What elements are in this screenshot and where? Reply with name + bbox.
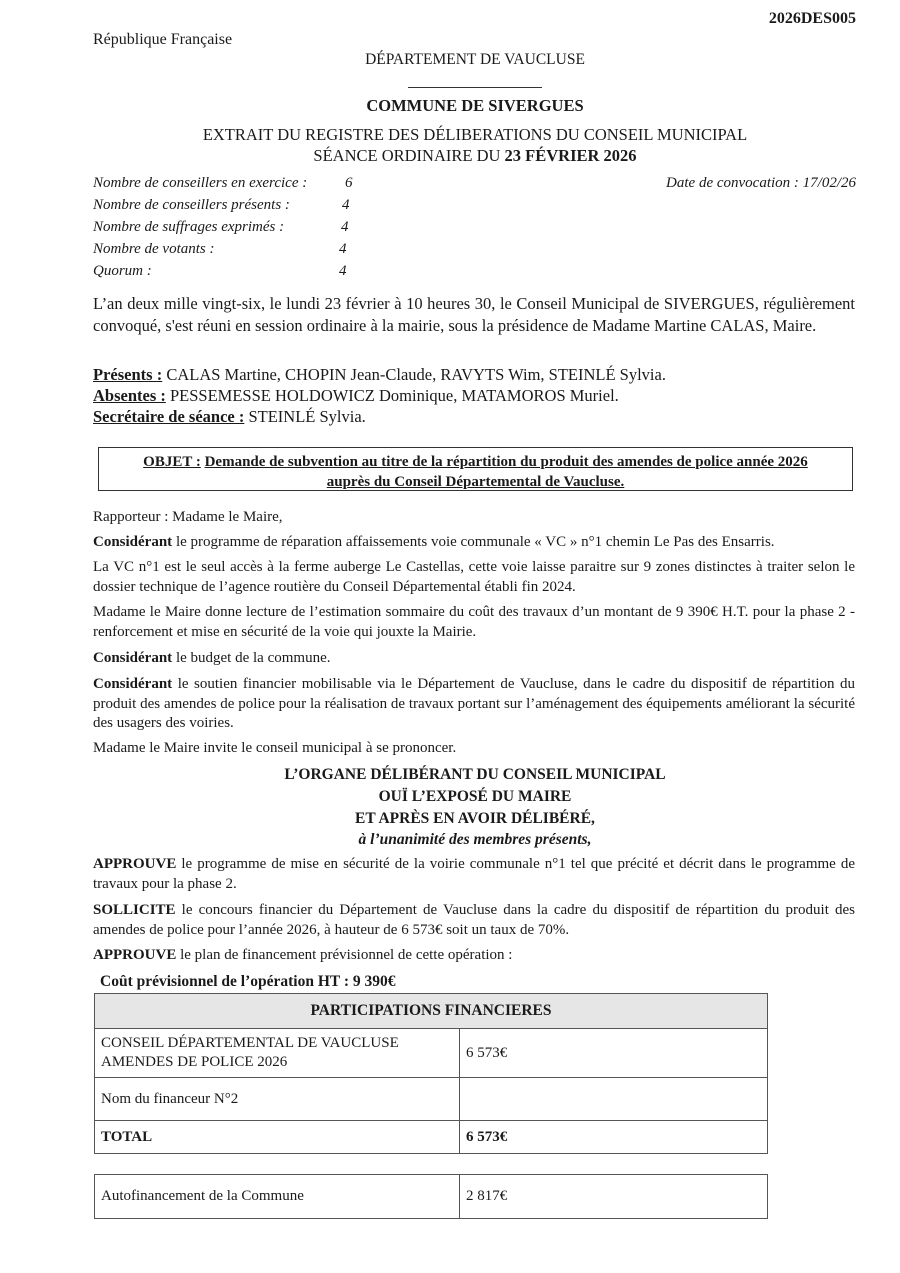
document-reference: 2026DES005 <box>768 10 856 27</box>
self-financing-table <box>94 1174 768 1219</box>
resolution-approve-program <box>93 855 855 894</box>
intro-paragraph: L’an deux mille vingt-six, le lundi 23 février à 10 heures 30, le Conseil Municipal de SIVERGUES, régulièrement convoqué, s'est réuni en session ordinaire à la mairie, sous la présidence de Madame Martine CALAS, Maire. <box>93 294 855 335</box>
paragraph-estimate: Madame le Maire donne lecture de l’estimation sommaire du coût des travaux d’un montant de 9 390€ H.T. pour la phase 2 - renforcement et mise en sécurité de la voie qui jouxte la Mairie. <box>93 604 855 640</box>
objet-box <box>98 447 853 491</box>
table-row <box>95 1078 768 1121</box>
republic-label: République Française <box>93 31 233 48</box>
resolution-keyword: SOLLICITE <box>93 902 176 918</box>
session-prefix: SÉANCE ORDINAIRE DU <box>313 146 505 165</box>
stat-value: 6 <box>345 175 353 191</box>
table-row <box>95 1029 768 1078</box>
paragraph-text: le soutien financier mobilisable via le Département de Vaucluse, dans le cadre du dispositif de répartition du produit des amendes de police pour la réalisation de travaux portant sur l’aménagement des équipements améliorant la sécurité des usagers des voiries. <box>93 676 855 731</box>
table-header-row <box>95 994 768 1029</box>
paragraph-considerant-budget <box>93 649 855 669</box>
table-header: PARTICIPATIONS FINANCIERES <box>95 994 768 1029</box>
paragraph-text: le budget de la commune. <box>172 650 331 666</box>
stat-councillors-in-office <box>93 175 353 192</box>
absent-names: PESSEMESSE HOLDOWICZ Dominique, MATAMOROS Muriel. <box>170 386 619 405</box>
funder-amount: 6 573€ <box>460 1029 768 1078</box>
objet-text-continued: auprès du Conseil Départemental de Vaucluse. <box>326 474 625 490</box>
decision-line-2: OUÏ L’EXPOSÉ DU MAIRE <box>378 788 572 805</box>
considerant-keyword: Considérant <box>93 650 173 666</box>
self-financing-amount: 2 817€ <box>460 1175 768 1219</box>
objet-text: Demande de subvention au titre de la répartition du produit des amendes de police année 2026 <box>204 454 808 470</box>
stat-label: Nombre de conseillers en exercice : <box>93 175 308 191</box>
decision-line-4: à l’unanimité des membres présents, <box>358 831 592 848</box>
stat-label: Nombre de conseillers présents : <box>93 197 290 213</box>
resolution-text: le concours financier du Département de Vaucluse dans la cadre du dispositif de répartition du produit des amendes de police pour l’année 2026, à hauteur de 6 573€ soit un taux de 70%. <box>93 902 855 938</box>
stat-voters <box>93 241 347 258</box>
stat-value: 4 <box>339 263 347 279</box>
header-divider <box>408 87 542 88</box>
paragraph-invite: Madame le Maire invite le conseil municipal à se prononcer. <box>93 740 457 756</box>
paragraph-vc1-access: La VC n°1 est le seul accès à la ferme auberge Le Castellas, cette voie laisse paraitre sur 9 zones distinctes à traiter selon le dossier technique de l’agence routière du Conseil Départemental établi fin 2024. <box>93 559 855 595</box>
resolution-text: le programme de mise en sécurité de la voirie communale n°1 tel que précité et décrit dans le programme de travaux pour la phase 2. <box>93 856 855 892</box>
stat-quorum <box>93 263 347 280</box>
considerant-keyword: Considérant <box>93 676 173 692</box>
stat-councillors-present <box>93 197 350 214</box>
resolution-approve-plan <box>93 946 855 966</box>
extract-title: EXTRAIT DU REGISTRE DES DÉLIBERATIONS DU CONSEIL MUNICIPAL <box>202 125 748 144</box>
attendance-present <box>93 365 666 385</box>
resolution-keyword: APPROUVE <box>93 856 177 872</box>
objet-label: OBJET : <box>143 454 201 470</box>
stat-value: 4 <box>342 197 350 213</box>
department-title: DÉPARTEMENT DE VAUCLUSE <box>365 51 585 68</box>
considerant-keyword: Considérant <box>93 534 173 550</box>
stat-label: Nombre de suffrages exprimés : <box>93 219 285 235</box>
session-title <box>0 146 900 166</box>
funder-program: AMENDES DE POLICE 2026 <box>101 1054 288 1070</box>
decision-line-1: L’ORGANE DÉLIBÉRANT DU CONSEIL MUNICIPAL <box>284 766 666 783</box>
paragraph-text: le programme de réparation affaissements voie communale « VC » n°1 chemin Le Pas des Ensarris. <box>172 534 775 550</box>
secretary-label: Secrétaire de séance : <box>93 407 245 426</box>
present-names: CALAS Martine, CHOPIN Jean-Claude, RAVYTS Wim, STEINLÉ Sylvia. <box>166 365 666 384</box>
objet-line1 <box>99 452 852 472</box>
total-amount: 6 573€ <box>460 1121 768 1154</box>
table-row <box>95 1175 768 1219</box>
self-financing-label: Autofinancement de la Commune <box>95 1175 460 1219</box>
present-label: Présents : <box>93 365 163 384</box>
resolution-request-funding <box>93 901 855 940</box>
paragraph-considerant-support <box>93 675 855 734</box>
paragraph-considerant-program <box>93 533 855 553</box>
absent-label: Absentes : <box>93 386 166 405</box>
session-date: 23 FÉVRIER 2026 <box>504 146 637 165</box>
resolution-text: le plan de financement prévisionnel de cette opération : <box>176 947 513 963</box>
decision-line-3: ET APRÈS EN AVOIR DÉLIBÉRÉ, <box>355 810 595 827</box>
convocation-date: Date de convocation : 17/02/26 <box>666 175 856 191</box>
stat-value: 4 <box>339 241 347 257</box>
stat-label: Quorum : <box>93 263 152 279</box>
financing-table <box>94 993 768 1154</box>
secretary-name: STEINLÉ Sylvia. <box>248 407 366 426</box>
stat-votes-cast <box>93 219 349 236</box>
table-total-row <box>95 1121 768 1154</box>
funder-2-label: Nom du financeur N°2 <box>95 1078 460 1121</box>
attendance-absent <box>93 386 619 406</box>
resolution-keyword: APPROUVE <box>93 947 177 963</box>
estimated-cost: Coût prévisionnel de l’opération HT : 9 390€ <box>100 973 396 990</box>
total-label: TOTAL <box>95 1121 460 1154</box>
objet-line2 <box>99 472 852 492</box>
stat-value: 4 <box>341 219 349 235</box>
rapporteur: Rapporteur : Madame le Maire, <box>93 509 283 525</box>
commune-title: COMMUNE DE SIVERGUES <box>366 96 584 115</box>
funder-name: CONSEIL DÉPARTEMENTAL DE VAUCLUSE <box>101 1035 399 1051</box>
funder-2-amount <box>460 1078 768 1121</box>
funder-cell <box>95 1029 460 1078</box>
attendance-secretary <box>93 407 366 427</box>
stat-label: Nombre de votants : <box>93 241 215 257</box>
